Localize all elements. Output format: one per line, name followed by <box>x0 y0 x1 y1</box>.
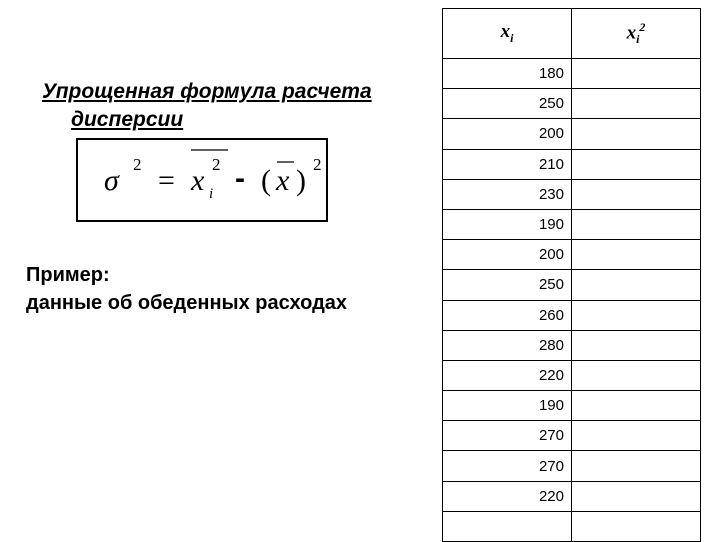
xi-squared-cell <box>572 421 701 451</box>
table-row <box>443 270 701 300</box>
open-paren: ( <box>261 164 271 197</box>
xi-value-cell: 210 <box>443 149 572 179</box>
xi-squared-cell <box>572 89 701 119</box>
xi-squared-cell <box>572 270 701 300</box>
table-row <box>443 89 701 119</box>
xi-squared-cell <box>572 300 701 330</box>
xi-squared-cell <box>572 330 701 360</box>
xi-value-cell: 220 <box>443 360 572 390</box>
xi-squared-cell <box>572 360 701 390</box>
table-row <box>443 511 701 541</box>
xi-value-cell: 280 <box>443 330 572 360</box>
sigma-power: 2 <box>133 155 142 174</box>
xi-value-cell: 270 <box>443 451 572 481</box>
variable-x: x <box>191 164 205 197</box>
table-row <box>443 421 701 451</box>
header-xi: $x_i$ <box>443 9 572 59</box>
xi-value-cell: 220 <box>443 481 572 511</box>
table-row <box>443 391 701 421</box>
variable-x-bar: x <box>276 164 290 197</box>
xi-value-cell: 180 <box>443 59 572 89</box>
xi-squared-cell <box>572 481 701 511</box>
xi-value-cell: 250 <box>443 270 572 300</box>
header-xi-squared: $x_i^2$ <box>572 9 701 59</box>
xi-squared-cell <box>572 209 701 239</box>
xi-value-cell: 200 <box>443 119 572 149</box>
heading-line-1: Упрощенная формула расчета <box>42 80 372 103</box>
example-block <box>26 261 436 317</box>
x-power: 2 <box>212 155 221 174</box>
xi-squared-cell <box>572 179 701 209</box>
xi-squared-cell <box>572 511 701 541</box>
table-header-row <box>443 9 701 59</box>
table-row <box>443 209 701 239</box>
table-row <box>443 481 701 511</box>
table-row <box>443 360 701 390</box>
x-subscript: i <box>209 186 214 202</box>
minus-sign: - <box>235 162 245 195</box>
xi-value-cell: 260 <box>443 300 572 330</box>
lunch-expenses-table <box>442 8 701 542</box>
xi-value-cell: 230 <box>443 179 572 209</box>
formula-heading <box>42 78 432 134</box>
table-row <box>443 59 701 89</box>
xi-value-cell: 190 <box>443 209 572 239</box>
xi-value-cell <box>443 511 572 541</box>
paren-power: 2 <box>313 155 322 174</box>
xi-squared-cell <box>572 59 701 89</box>
variance-formula-box <box>76 138 328 222</box>
example-subtitle: данные об обеденных расходах <box>26 292 348 314</box>
table-row <box>443 451 701 481</box>
table-row <box>443 330 701 360</box>
xi-squared-cell <box>572 240 701 270</box>
example-title: Пример: <box>26 264 110 286</box>
close-paren: ) <box>296 164 306 197</box>
xi-value-cell: 250 <box>443 89 572 119</box>
xi-squared-cell <box>572 391 701 421</box>
xi-value-cell: 200 <box>443 240 572 270</box>
xi-value-cell: 270 <box>443 421 572 451</box>
table-row <box>443 300 701 330</box>
heading-line-2: дисперсии <box>71 108 184 131</box>
table-row <box>443 179 701 209</box>
table-row <box>443 119 701 149</box>
xi-squared-cell <box>572 149 701 179</box>
variance-formula <box>78 140 330 224</box>
xi-value-cell: 190 <box>443 391 572 421</box>
equals-sign: = <box>158 164 175 197</box>
xi-squared-cell <box>572 119 701 149</box>
table-row <box>443 149 701 179</box>
xi-squared-cell <box>572 451 701 481</box>
table-row <box>443 240 701 270</box>
sigma-symbol: σ <box>104 164 119 197</box>
